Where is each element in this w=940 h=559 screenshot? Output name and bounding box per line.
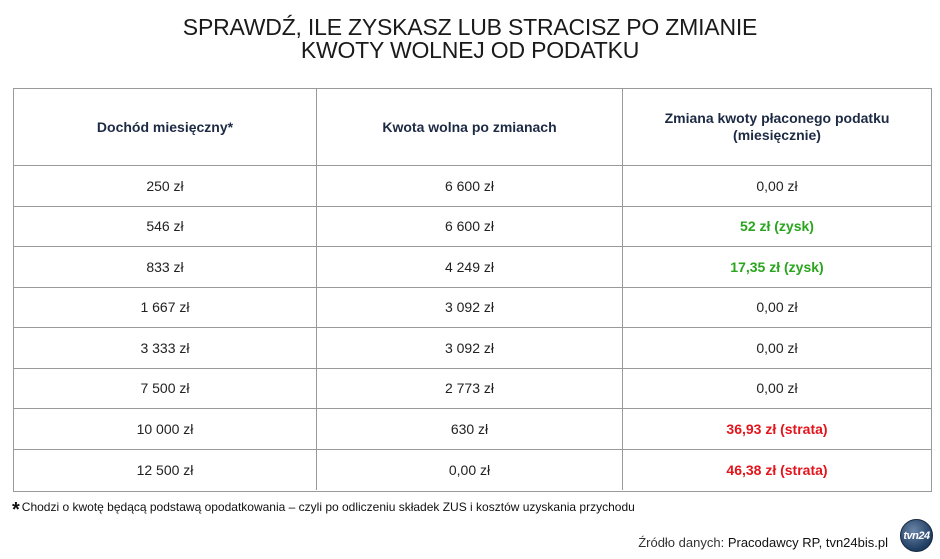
cell-free-amount: 3 092 zł bbox=[317, 328, 623, 368]
cell-income: 12 500 zł bbox=[14, 450, 317, 491]
table-row bbox=[14, 409, 931, 450]
cell-income: 1 667 zł bbox=[14, 288, 317, 328]
cell-tax-change: 0,00 zł bbox=[756, 299, 798, 316]
header-tax-change-line1: Zmiana kwoty płaconego podatku bbox=[664, 110, 890, 126]
footnote-text: Chodzi o kwotę będącą podstawą opodatkowania – czyli po odliczeniu składek ZUS i kosztów uzyskania przychodu bbox=[21, 500, 635, 514]
title-line-1: SPRAWDŹ, ILE ZYSKASZ LUB STRACISZ PO ZMIANIE bbox=[182, 14, 758, 40]
cell-tax-change: 0,00 zł bbox=[756, 177, 798, 194]
table-row bbox=[14, 207, 931, 248]
cell-free-amount: 6 600 zł bbox=[317, 207, 623, 247]
table-row bbox=[14, 166, 931, 207]
source-credit bbox=[638, 535, 888, 550]
cell-income: 7 500 zł bbox=[14, 369, 317, 409]
header-free-amount: Kwota wolna po zmianach bbox=[317, 89, 623, 165]
table-row bbox=[14, 369, 931, 410]
cell-income: 10 000 zł bbox=[14, 409, 317, 449]
cell-free-amount: 4 249 zł bbox=[317, 247, 623, 287]
cell-free-amount: 630 zł bbox=[317, 409, 623, 449]
cell-tax-change: 0,00 zł bbox=[756, 380, 798, 397]
header-tax-change-line2: (miesięcznie) bbox=[733, 127, 821, 143]
source-value: Pracodawcy RP, tvn24bis.pl bbox=[727, 535, 888, 550]
cell-tax-change: 17,35 zł (zysk) bbox=[730, 258, 824, 275]
title-line-2: KWOTY WOLNEJ OD PODATKU bbox=[300, 37, 640, 63]
header-income: Dochód miesięczny* bbox=[14, 89, 317, 165]
footnote-marker: * bbox=[12, 499, 20, 521]
tvn24-logo bbox=[900, 519, 933, 552]
page-title bbox=[0, 16, 940, 62]
cell-tax-change: 52 zł (zysk) bbox=[740, 218, 814, 235]
table-header bbox=[14, 89, 931, 166]
table-row bbox=[14, 288, 931, 329]
cell-tax-change: 46,38 zł (strata) bbox=[726, 461, 828, 478]
cell-income: 546 zł bbox=[14, 207, 317, 247]
cell-tax-change: 36,93 zł (strata) bbox=[726, 420, 828, 437]
table-row bbox=[14, 328, 931, 369]
tax-table bbox=[13, 88, 932, 492]
footnote bbox=[12, 499, 635, 522]
cell-free-amount: 0,00 zł bbox=[317, 450, 623, 491]
cell-free-amount: 6 600 zł bbox=[317, 166, 623, 206]
logo-text: tvn24 bbox=[903, 529, 930, 542]
cell-income: 250 zł bbox=[14, 166, 317, 206]
source-label: Źródło danych: bbox=[638, 535, 725, 550]
cell-free-amount: 3 092 zł bbox=[317, 288, 623, 328]
cell-free-amount: 2 773 zł bbox=[317, 369, 623, 409]
table-row bbox=[14, 450, 931, 491]
table-row bbox=[14, 247, 931, 288]
cell-income: 3 333 zł bbox=[14, 328, 317, 368]
header-tax-change bbox=[623, 89, 931, 165]
cell-income: 833 zł bbox=[14, 247, 317, 287]
cell-tax-change: 0,00 zł bbox=[756, 339, 798, 356]
